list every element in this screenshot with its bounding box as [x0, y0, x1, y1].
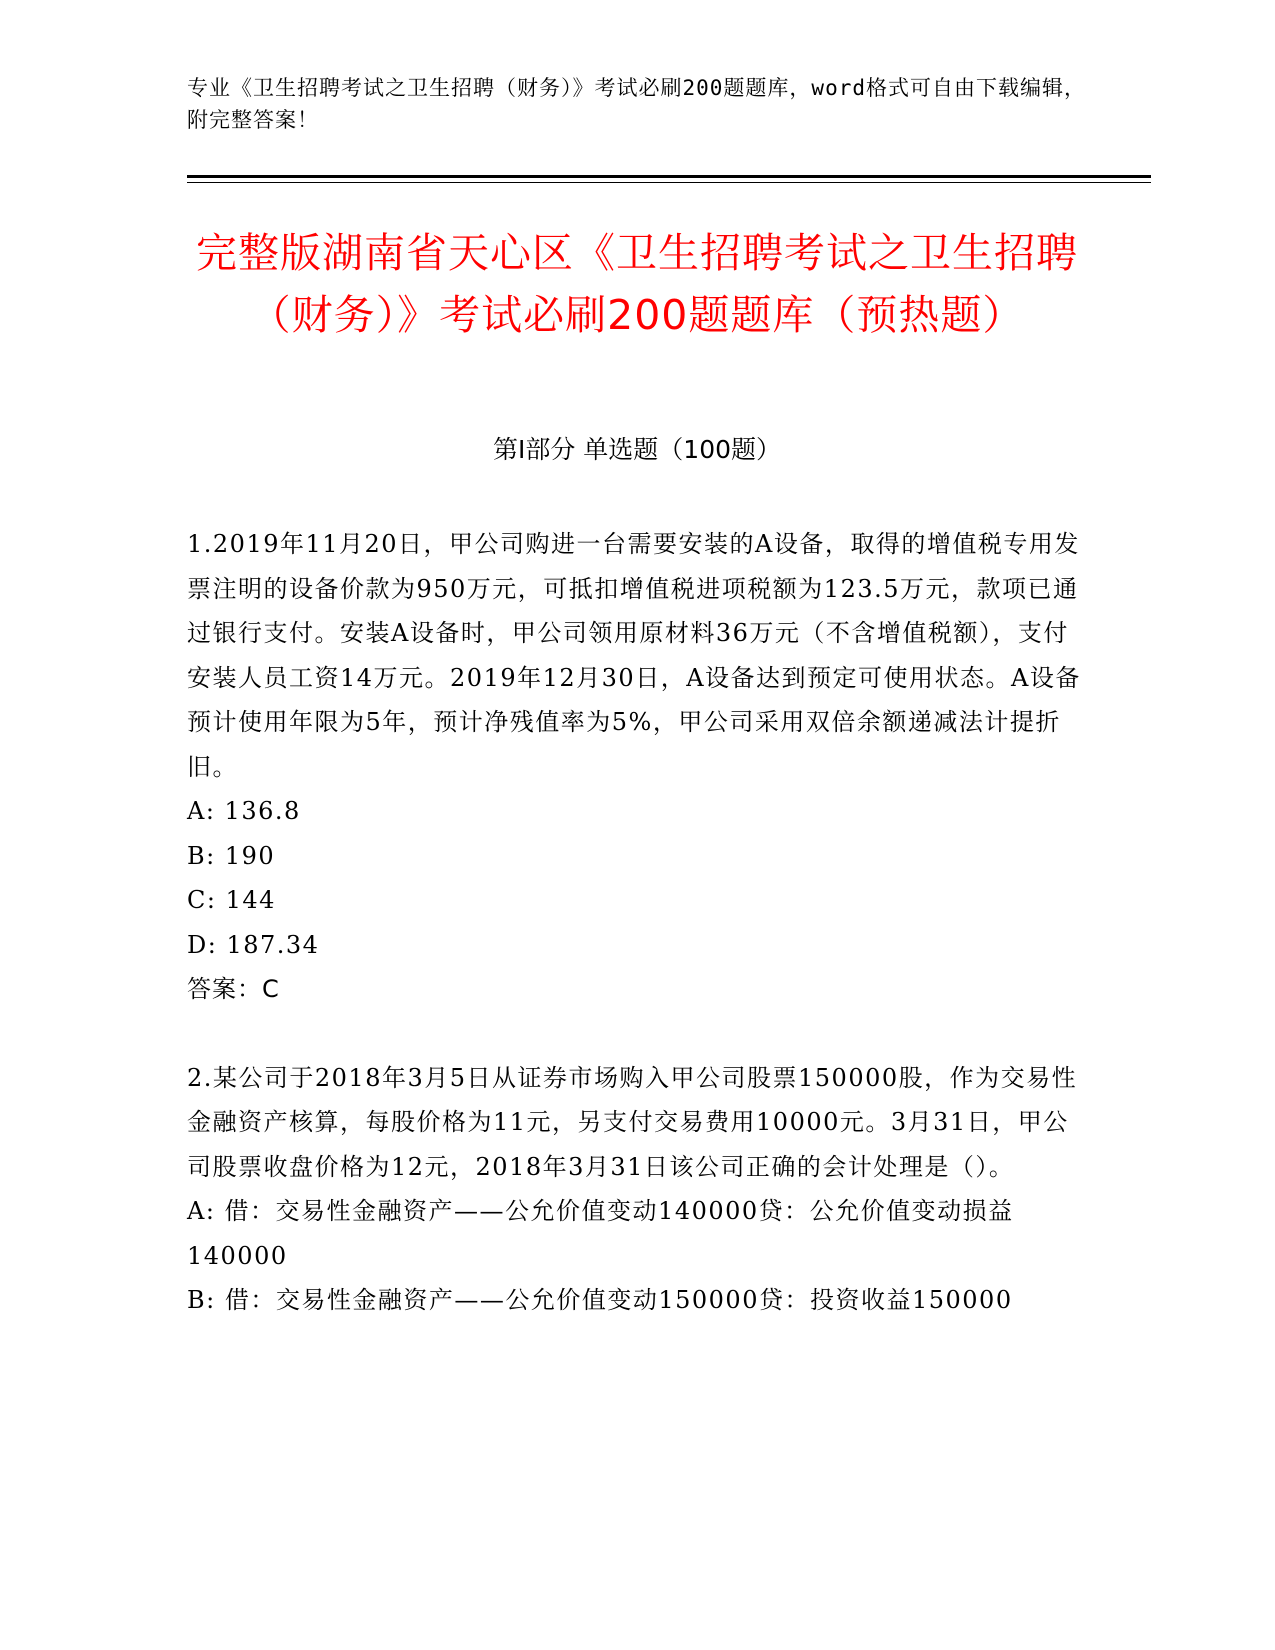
option-a: A: 136.8: [187, 797, 301, 825]
option-a: A: 借：交易性金融资产——公允价值变动140000贷：公允价值变动损益140000: [187, 1197, 1014, 1270]
question-list: [187, 522, 1087, 1323]
question-stem: 2.某公司于2018年3月5日从证券市场购入甲公司股票150000股，作为交易性金融资产核算，每股价格为11元，另支付交易费用10000元。3月31日，甲公司股票收盘价格为12元，2018年3月31日该公司正确的会计处理是（）。: [187, 1063, 1078, 1181]
header-rule-thick: [187, 175, 1151, 178]
question-1: [187, 522, 1087, 1012]
section-title: 第I部分 单选题（100题）: [492, 435, 782, 464]
question-stem: 1.2019年11月20日，甲公司购进一台需要安装的A设备，取得的增值税专用发票注明的设备价款为950万元，可抵扣增值税进项税额为123.5万元，款项已通过银行支付。安装A设备时，甲公司领用原材料36万元（不含增值税额），支付安装人员工资14万元。2019年12月30日，A设备达到预定可使用状态。A设备预计使用年限为5年，预计净残值率为5%，甲公司采用双倍余额递减法计提折旧。: [187, 530, 1081, 781]
option-b: B: 借：交易性金融资产——公允价值变动150000贷：投资收益150000: [187, 1286, 1013, 1314]
option-c: C: 144: [187, 886, 276, 914]
document-title: 完整版湖南省天心区《卫生招聘考试之卫生招聘（财务）》考试必刷200题题库（预热题）: [196, 229, 1078, 339]
header-rule-thin: [187, 182, 1151, 183]
answer: 答案：C: [187, 975, 280, 1003]
option-d: D: 187.34: [187, 930, 320, 959]
header-note: 专业《卫生招聘考试之卫生招聘（财务）》考试必刷200题题库，word格式可自由下载编辑，附完整答案！: [187, 76, 1086, 132]
question-gap: [187, 1012, 1087, 1056]
option-b: B: 190: [187, 841, 276, 870]
question-2: [187, 1056, 1087, 1323]
